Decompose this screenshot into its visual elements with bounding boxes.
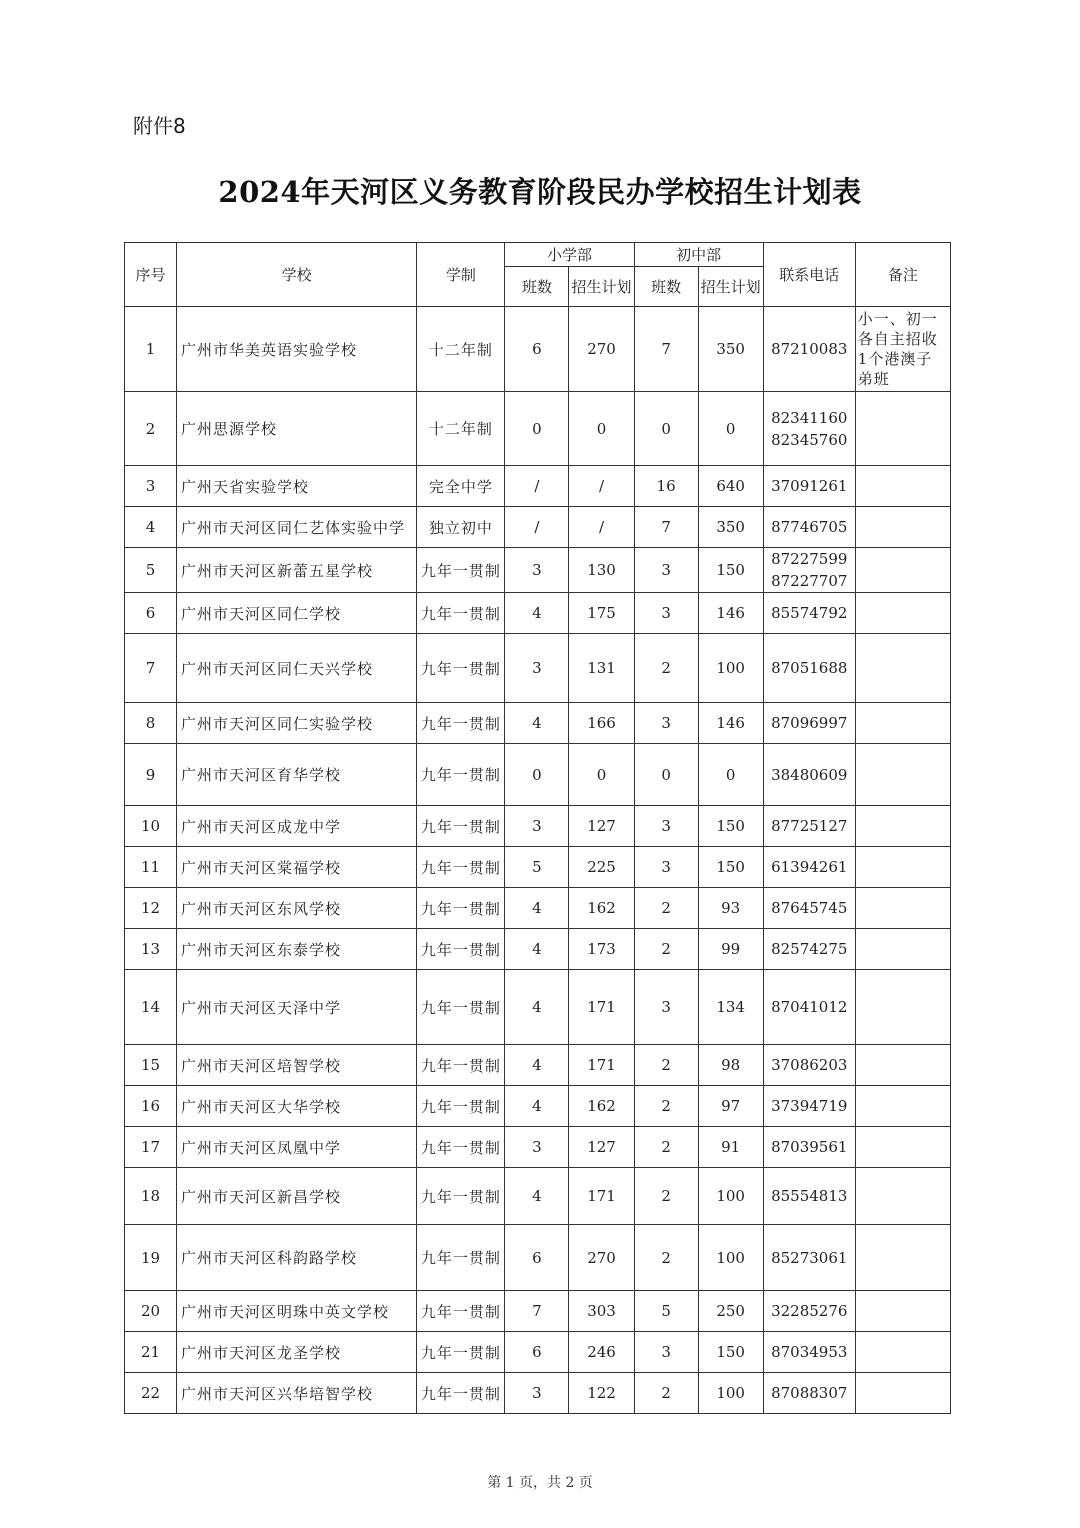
header-primary-plan: 招生计划 [569, 267, 634, 307]
table-row [125, 548, 951, 593]
table-row [125, 1168, 951, 1225]
primary-plan-cell: 131 [569, 634, 634, 703]
phone-cell [763, 593, 855, 634]
school-name-cell: 广州市天河区天泽中学 [177, 970, 417, 1045]
table-row [125, 888, 951, 929]
index-cell: 21 [125, 1332, 177, 1373]
header-primary-classes: 班数 [505, 267, 569, 307]
school-system-cell: 九年一贯制 [417, 1086, 505, 1127]
primary-plan-cell: / [569, 466, 634, 507]
primary-plan-cell: 175 [569, 593, 634, 634]
phone-number: 87645745 [771, 899, 848, 917]
primary-plan-cell: 171 [569, 1168, 634, 1225]
page-footer: 第 1 页，共 2 页 [487, 1475, 593, 1491]
primary-classes-cell: 4 [505, 703, 569, 744]
phone-cell [763, 847, 855, 888]
header-junior-plan: 招生计划 [698, 267, 763, 307]
phone-number-secondary: 82345760 [771, 430, 848, 449]
phone-cell [763, 929, 855, 970]
primary-classes-cell: 4 [505, 970, 569, 1045]
primary-classes-cell: 5 [505, 847, 569, 888]
table-row [125, 970, 951, 1045]
index-cell: 17 [125, 1127, 177, 1168]
primary-classes-cell: 6 [505, 1225, 569, 1291]
index-cell: 16 [125, 1086, 177, 1127]
phone-cell [763, 548, 855, 593]
school-name-cell: 广州市天河区明珠中英文学校 [177, 1291, 417, 1332]
phone-number: 87227599 [771, 550, 848, 568]
junior-classes-cell: 16 [634, 466, 698, 507]
index-cell: 13 [125, 929, 177, 970]
school-system-cell: 九年一贯制 [417, 1291, 505, 1332]
school-system-cell: 完全中学 [417, 466, 505, 507]
note-cell [855, 1332, 950, 1373]
school-name-cell: 广州市天河区新蕾五星学校 [177, 548, 417, 593]
header-index: 序号 [125, 243, 177, 307]
primary-plan-cell: 162 [569, 1086, 634, 1127]
phone-cell [763, 507, 855, 548]
school-system-cell: 九年一贯制 [417, 744, 505, 806]
junior-plan-cell: 150 [698, 806, 763, 847]
phone-number: 37394719 [771, 1097, 848, 1115]
school-system-cell: 九年一贯制 [417, 1127, 505, 1168]
table-body [125, 307, 951, 1414]
table-row [125, 1045, 951, 1086]
junior-plan-cell: 100 [698, 1373, 763, 1414]
school-name-cell: 广州市天河区兴华培智学校 [177, 1373, 417, 1414]
junior-plan-cell: 93 [698, 888, 763, 929]
index-cell: 6 [125, 593, 177, 634]
school-system-cell: 独立初中 [417, 507, 505, 548]
index-cell: 8 [125, 703, 177, 744]
school-name-cell: 广州思源学校 [177, 392, 417, 466]
junior-classes-cell: 3 [634, 548, 698, 593]
table-row [125, 1291, 951, 1332]
phone-cell [763, 1291, 855, 1332]
phone-cell [763, 744, 855, 806]
index-cell: 5 [125, 548, 177, 593]
junior-classes-cell: 2 [634, 1168, 698, 1225]
primary-plan-cell: 171 [569, 1045, 634, 1086]
index-cell: 14 [125, 970, 177, 1045]
note-cell: 小一、初一各自主招收1个港澳子弟班 [855, 307, 950, 392]
school-name-cell: 广州市天河区凤凰中学 [177, 1127, 417, 1168]
junior-plan-cell: 150 [698, 847, 763, 888]
school-system-cell: 九年一贯制 [417, 1168, 505, 1225]
note-cell [855, 703, 950, 744]
junior-classes-cell: 3 [634, 970, 698, 1045]
phone-cell [763, 1045, 855, 1086]
table-row [125, 929, 951, 970]
note-cell [855, 1291, 950, 1332]
primary-classes-cell: / [505, 466, 569, 507]
junior-plan-cell: 98 [698, 1045, 763, 1086]
table-row [125, 1225, 951, 1291]
table-row [125, 847, 951, 888]
index-cell: 11 [125, 847, 177, 888]
table-row [125, 806, 951, 847]
primary-classes-cell: 6 [505, 307, 569, 392]
phone-number: 87210083 [771, 340, 848, 358]
junior-classes-cell: 2 [634, 1127, 698, 1168]
primary-plan-cell: 225 [569, 847, 634, 888]
school-system-cell: 九年一贯制 [417, 806, 505, 847]
primary-classes-cell: / [505, 507, 569, 548]
junior-classes-cell: 3 [634, 1332, 698, 1373]
school-name-cell: 广州市天河区棠福学校 [177, 847, 417, 888]
school-name-cell: 广州市天河区东泰学校 [177, 929, 417, 970]
primary-classes-cell: 6 [505, 1332, 569, 1373]
junior-plan-cell: 350 [698, 507, 763, 548]
table-row [125, 307, 951, 392]
phone-number: 37086203 [771, 1056, 848, 1074]
school-name-cell: 广州市天河区科韵路学校 [177, 1225, 417, 1291]
index-cell: 2 [125, 392, 177, 466]
school-name-cell: 广州天省实验学校 [177, 466, 417, 507]
primary-plan-cell: 0 [569, 744, 634, 806]
junior-classes-cell: 3 [634, 806, 698, 847]
phone-number: 82341160 [771, 408, 848, 427]
phone-cell [763, 1373, 855, 1414]
phone-cell [763, 703, 855, 744]
phone-number: 87051688 [771, 659, 848, 677]
primary-plan-cell: 166 [569, 703, 634, 744]
school-system-cell: 九年一贯制 [417, 548, 505, 593]
phone-number: 87034953 [771, 1343, 848, 1361]
primary-classes-cell: 4 [505, 593, 569, 634]
phone-cell [763, 1168, 855, 1225]
junior-plan-cell: 150 [698, 548, 763, 593]
junior-plan-cell: 150 [698, 1332, 763, 1373]
school-name-cell: 广州市天河区同仁天兴学校 [177, 634, 417, 703]
document-title: 2024年天河区义务教育阶段民办学校招生计划表 [218, 175, 862, 209]
phone-cell [763, 1225, 855, 1291]
note-cell [855, 634, 950, 703]
header-school: 学校 [177, 243, 417, 307]
enrollment-plan-table [124, 242, 951, 1414]
primary-classes-cell: 3 [505, 634, 569, 703]
table-row [125, 1373, 951, 1414]
table-row [125, 634, 951, 703]
phone-number: 87041012 [771, 998, 848, 1016]
school-name-cell: 广州市天河区新昌学校 [177, 1168, 417, 1225]
school-name-cell: 广州市华美英语实验学校 [177, 307, 417, 392]
phone-number: 85574792 [771, 604, 848, 622]
index-cell: 1 [125, 307, 177, 392]
phone-number: 87096997 [771, 714, 848, 732]
note-cell [855, 1373, 950, 1414]
phone-cell [763, 970, 855, 1045]
note-cell [855, 888, 950, 929]
index-cell: 10 [125, 806, 177, 847]
primary-plan-cell: 130 [569, 548, 634, 593]
table-row [125, 593, 951, 634]
primary-plan-cell: 0 [569, 392, 634, 466]
phone-cell [763, 1127, 855, 1168]
index-cell: 18 [125, 1168, 177, 1225]
header-phone: 联系电话 [763, 243, 855, 307]
school-system-cell: 十二年制 [417, 307, 505, 392]
school-system-cell: 九年一贯制 [417, 847, 505, 888]
junior-classes-cell: 2 [634, 1086, 698, 1127]
primary-plan-cell: 171 [569, 970, 634, 1045]
junior-plan-cell: 91 [698, 1127, 763, 1168]
school-name-cell: 广州市天河区成龙中学 [177, 806, 417, 847]
school-system-cell: 九年一贯制 [417, 593, 505, 634]
phone-cell [763, 888, 855, 929]
primary-classes-cell: 4 [505, 1086, 569, 1127]
junior-classes-cell: 2 [634, 1373, 698, 1414]
index-cell: 20 [125, 1291, 177, 1332]
school-name-cell: 广州市天河区育华学校 [177, 744, 417, 806]
primary-classes-cell: 4 [505, 1168, 569, 1225]
note-cell [855, 806, 950, 847]
note-cell [855, 548, 950, 593]
primary-classes-cell: 4 [505, 1045, 569, 1086]
junior-classes-cell: 7 [634, 307, 698, 392]
note-cell [855, 1168, 950, 1225]
table-row [125, 466, 951, 507]
index-cell: 19 [125, 1225, 177, 1291]
school-system-cell: 九年一贯制 [417, 1225, 505, 1291]
note-cell [855, 929, 950, 970]
school-system-cell: 九年一贯制 [417, 1332, 505, 1373]
phone-number: 87725127 [771, 817, 848, 835]
junior-plan-cell: 0 [698, 744, 763, 806]
note-cell [855, 847, 950, 888]
header-primary: 小学部 [505, 243, 634, 267]
junior-classes-cell: 2 [634, 929, 698, 970]
primary-classes-cell: 3 [505, 1127, 569, 1168]
note-cell [855, 1086, 950, 1127]
junior-plan-cell: 0 [698, 392, 763, 466]
junior-classes-cell: 2 [634, 888, 698, 929]
primary-plan-cell: 246 [569, 1332, 634, 1373]
junior-plan-cell: 640 [698, 466, 763, 507]
school-system-cell: 九年一贯制 [417, 929, 505, 970]
phone-number-secondary: 87227707 [771, 572, 848, 590]
primary-classes-cell: 3 [505, 548, 569, 593]
note-cell [855, 970, 950, 1045]
junior-plan-cell: 146 [698, 703, 763, 744]
phone-number: 82574275 [771, 940, 848, 958]
phone-cell [763, 1332, 855, 1373]
junior-plan-cell: 250 [698, 1291, 763, 1332]
school-system-cell: 九年一贯制 [417, 888, 505, 929]
junior-plan-cell: 146 [698, 593, 763, 634]
table-row [125, 1127, 951, 1168]
table-row [125, 744, 951, 806]
school-system-cell: 九年一贯制 [417, 970, 505, 1045]
index-cell: 12 [125, 888, 177, 929]
school-name-cell: 广州市天河区同仁学校 [177, 593, 417, 634]
primary-classes-cell: 7 [505, 1291, 569, 1332]
primary-classes-cell: 3 [505, 1373, 569, 1414]
primary-classes-cell: 0 [505, 392, 569, 466]
primary-plan-cell: 173 [569, 929, 634, 970]
header-note: 备注 [855, 243, 950, 307]
index-cell: 3 [125, 466, 177, 507]
primary-plan-cell: 122 [569, 1373, 634, 1414]
phone-number: 87746705 [771, 518, 848, 536]
school-name-cell: 广州市天河区大华学校 [177, 1086, 417, 1127]
note-cell [855, 593, 950, 634]
primary-plan-cell: 270 [569, 1225, 634, 1291]
phone-cell [763, 466, 855, 507]
school-system-cell: 九年一贯制 [417, 703, 505, 744]
table-row [125, 392, 951, 466]
index-cell: 22 [125, 1373, 177, 1414]
junior-classes-cell: 0 [634, 392, 698, 466]
junior-classes-cell: 2 [634, 1225, 698, 1291]
primary-plan-cell: 127 [569, 806, 634, 847]
junior-classes-cell: 2 [634, 1045, 698, 1086]
phone-cell [763, 307, 855, 392]
phone-number: 61394261 [771, 858, 848, 876]
junior-classes-cell: 7 [634, 507, 698, 548]
junior-classes-cell: 2 [634, 634, 698, 703]
index-cell: 15 [125, 1045, 177, 1086]
primary-plan-cell: 162 [569, 888, 634, 929]
header-junior: 初中部 [634, 243, 763, 267]
school-system-cell: 九年一贯制 [417, 1373, 505, 1414]
index-cell: 4 [125, 507, 177, 548]
phone-number: 85273061 [771, 1248, 848, 1267]
school-system-cell: 十二年制 [417, 392, 505, 466]
junior-classes-cell: 3 [634, 847, 698, 888]
school-name-cell: 广州市天河区培智学校 [177, 1045, 417, 1086]
junior-plan-cell: 100 [698, 1225, 763, 1291]
primary-classes-cell: 4 [505, 929, 569, 970]
school-name-cell: 广州市天河区同仁实验学校 [177, 703, 417, 744]
primary-classes-cell: 4 [505, 888, 569, 929]
note-cell [855, 1127, 950, 1168]
phone-number: 37091261 [771, 477, 848, 495]
primary-plan-cell: 270 [569, 307, 634, 392]
school-name-cell: 广州市天河区龙圣学校 [177, 1332, 417, 1373]
note-cell [855, 466, 950, 507]
phone-cell [763, 634, 855, 703]
table-row [125, 703, 951, 744]
primary-classes-cell: 0 [505, 744, 569, 806]
note-cell [855, 1045, 950, 1086]
junior-plan-cell: 134 [698, 970, 763, 1045]
index-cell: 7 [125, 634, 177, 703]
junior-plan-cell: 350 [698, 307, 763, 392]
note-cell [855, 507, 950, 548]
phone-number: 38480609 [771, 765, 848, 784]
primary-plan-cell: 303 [569, 1291, 634, 1332]
junior-classes-cell: 0 [634, 744, 698, 806]
school-name-cell: 广州市天河区东风学校 [177, 888, 417, 929]
junior-plan-cell: 97 [698, 1086, 763, 1127]
table-row [125, 507, 951, 548]
index-cell: 9 [125, 744, 177, 806]
note-cell [855, 1225, 950, 1291]
primary-classes-cell: 3 [505, 806, 569, 847]
attachment-label: 附件8 [133, 114, 186, 138]
school-system-cell: 九年一贯制 [417, 1045, 505, 1086]
table-row [125, 1332, 951, 1373]
school-name-cell: 广州市天河区同仁艺体实验中学 [177, 507, 417, 548]
junior-classes-cell: 5 [634, 1291, 698, 1332]
junior-plan-cell: 99 [698, 929, 763, 970]
primary-plan-cell: 127 [569, 1127, 634, 1168]
phone-number: 85554813 [771, 1187, 848, 1205]
junior-plan-cell: 100 [698, 634, 763, 703]
junior-plan-cell: 100 [698, 1168, 763, 1225]
phone-number: 32285276 [771, 1302, 848, 1320]
phone-cell [763, 392, 855, 466]
header-system: 学制 [417, 243, 505, 307]
header-junior-classes: 班数 [634, 267, 698, 307]
junior-classes-cell: 3 [634, 593, 698, 634]
phone-number: 87088307 [771, 1384, 848, 1402]
phone-cell [763, 1086, 855, 1127]
junior-classes-cell: 3 [634, 703, 698, 744]
note-cell [855, 744, 950, 806]
school-system-cell: 九年一贯制 [417, 634, 505, 703]
table-row [125, 1086, 951, 1127]
primary-plan-cell: / [569, 507, 634, 548]
phone-cell [763, 806, 855, 847]
phone-number: 87039561 [771, 1138, 848, 1156]
note-cell [855, 392, 950, 466]
